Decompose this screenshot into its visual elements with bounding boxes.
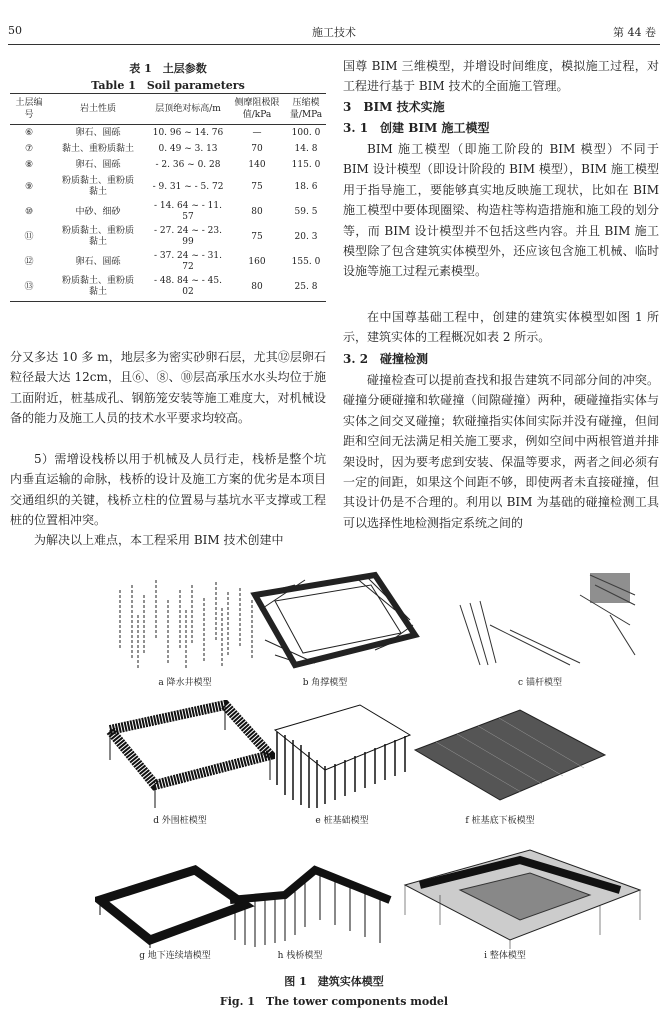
cell-friction: 80 [251, 206, 263, 217]
cell-modulus: 20. 3 [294, 231, 318, 242]
cell-friction: 70 [251, 143, 263, 154]
cell-soil: 黏土、重粉质黏土 [61, 143, 134, 154]
table-row [10, 125, 326, 142]
cell-soil: 卵石、圆砾 [75, 127, 121, 138]
cell-id: ⑦ [24, 143, 34, 154]
cell-id: ⑩ [24, 206, 34, 217]
cell-modulus: 115. 0 [291, 159, 321, 170]
panel-b-corner-brace-image [245, 565, 420, 675]
cell-modulus: 18. 6 [294, 181, 318, 192]
panel-f-base-slab-image [410, 700, 610, 810]
panel-h-label: h 栈桥模型 [277, 951, 323, 961]
cell-elevation: 10. 96 ~ 14. 76 [152, 127, 224, 138]
panel-d-perimeter-pile-image [105, 700, 275, 810]
table-header-row [10, 94, 326, 125]
subsection-heading-3-1: 3. 1 创建 BIM 施工模型 [343, 121, 490, 135]
panel-g-label: g 地下连续墙模型 [139, 951, 211, 961]
cell-id: ⑨ [24, 181, 34, 192]
cell-soil: 粉质黏土、重粉质黏土 [62, 176, 135, 197]
table-row [10, 251, 326, 273]
cell-soil: 卵石、圆砾 [75, 159, 121, 170]
soil-parameters-table [10, 93, 326, 302]
cell-id: ⑥ [24, 127, 34, 138]
table-row [10, 223, 326, 251]
cell-modulus: 25. 8 [286, 273, 326, 302]
left-paragraph-3: 为解决以上难点，本工程采用 BIM 技术创建中 [34, 533, 284, 547]
cell-elevation: - 48. 84 ~ - 45. 02 [148, 273, 228, 302]
table-row [10, 141, 326, 157]
panel-a-dewatering-wells-image [110, 570, 260, 670]
page-number: 50 [8, 24, 22, 37]
col-header-id: 土层编号 [10, 94, 48, 125]
cell-friction: 140 [248, 159, 266, 170]
right-paragraph-2: 在中国尊基础工程中，创建的建筑实体模型如图 1 所示，建筑实体的工程概况如表 2 所示。 [343, 310, 659, 345]
volume-number: 第 44 卷 [613, 26, 656, 39]
cell-friction: 75 [251, 231, 263, 242]
cell-friction: 80 [228, 273, 286, 302]
left-paragraph-2: 5）需增设栈桥以用于机械及人员行走，栈桥是整个坑内垂直运输的命脉，栈桥的设计及施工方案的优劣是本项目交通组织的关键，栈桥立柱的位置易与基坑水平支撑或工程桩的位置相冲突。 [10, 452, 326, 528]
table-title-cn: 表 1 土层参数 [129, 62, 207, 75]
cell-elevation: - 2. 36 ~ 0. 28 [155, 159, 221, 170]
col-header-soil: 岩土性质 [48, 94, 148, 125]
panel-b-label: b 角撑模型 [302, 678, 348, 688]
right-paragraph-3: 碰撞检查可以提前查找和报告建筑不同部分间的冲突。碰撞分硬碰撞和软碰撞（间隙碰撞）两种，硬碰撞指实体与实体之间交叉碰撞；软碰撞指实体间实际并没有碰撞，但间距和空间无法满足相关施工要求，例如空间中两根管道并排架设时，因为要考虑到安装、保温等要求，两者之间必须有一定的间距，如果这个间距不够，即使两者未直接碰撞，但其设计仍是不合理的。利用以 BIM 为基础的碰撞检测工具可以选择性地检测指定系统之间的 [343, 373, 659, 530]
panel-c-anchor-rod-image [450, 565, 640, 675]
figure-caption-cn: 图 1 建筑实体模型 [284, 975, 384, 988]
cell-modulus: 59. 5 [294, 206, 318, 217]
col-header-modulus: 压缩模量/MPa [286, 94, 326, 125]
table-row [10, 201, 326, 223]
cell-friction: 75 [251, 181, 263, 192]
cell-soil: 卵石、圆砾 [75, 256, 121, 267]
cell-elevation: 0. 49 ~ 3. 13 [158, 143, 218, 154]
cell-modulus: 100. 0 [291, 127, 321, 138]
right-paragraph-0: 国尊 BIM 三维模型，并增设时间维度，模拟施工过程，对工程进行基于 BIM 技术的全面施工管理。 [343, 59, 659, 94]
journal-title: 施工技术 [312, 26, 356, 39]
right-paragraph-1: BIM 施工模型（即施工阶段的 BIM 模型）不同于 BIM 设计模型（即设计阶段的 BIM 模型），BIM 施工模型用于指导施工，要能够真实地反映施工现状，比如在 BIM 施工模型中要体现圈梁、构造柱等构造措施和施工段的划分等，而 BIM 设计模型并不包括这些内容。并且 BIM 施工模型除了包含建筑实体模型外，还应该包含施工机械、临时设施等施工过程元素模型。 [343, 142, 659, 279]
subsection-heading-3-2: 3. 2 碰撞检测 [343, 352, 429, 366]
cell-soil: 粉质黏土、重粉质黏土 [48, 273, 148, 302]
panel-e-pile-foundation-image [265, 700, 415, 810]
panel-i-overall-model-image [400, 845, 645, 950]
panel-f-label: f 桩基底下板模型 [465, 816, 535, 826]
cell-soil: 中砂、细砂 [75, 206, 121, 217]
panel-i-label: i 整体模型 [484, 951, 526, 961]
panel-h-trestle-bridge-image [225, 855, 395, 950]
panel-d-label: d 外围桩模型 [153, 816, 207, 826]
cell-elevation: - 9. 31 ~ - 5. 72 [152, 181, 224, 192]
cell-id: ⑫ [24, 256, 34, 267]
table-title-en: Table 1 Soil parameters [91, 79, 245, 92]
cell-elevation: - 27. 24 ~ - 23. 99 [153, 226, 222, 247]
panel-a-label: a 降水井模型 [158, 678, 212, 688]
figure-caption-en: Fig. 1 The tower components model [219, 995, 449, 1008]
panel-e-label: e 桩基础模型 [315, 816, 369, 826]
table-row [10, 273, 326, 302]
section-heading-3: 3 BIM 技术实施 [343, 100, 445, 114]
cell-modulus: 14. 8 [294, 143, 318, 154]
header-rule [8, 44, 660, 45]
cell-friction: 160 [248, 256, 266, 267]
col-header-elevation: 层顶绝对标高/m [148, 94, 228, 125]
col-header-friction: 侧摩阻极限值/kPa [228, 94, 286, 125]
panel-c-label: c 锚杆模型 [518, 678, 562, 688]
left-paragraph-1: 分又多达 10 多 m，地层多为密实砂卵石层，尤其⑫层卵石粒径最大达 12cm，且⑥、⑧、⑩层高承压水水头均位于施工面附近，桩基成孔、钢筋笼安装等施工难度大，对机械设备的能力及施工人员的技术水平要求均较高。 [10, 350, 326, 426]
cell-soil: 粉质黏土、重粉质黏土 [62, 226, 135, 247]
cell-id: ⑧ [24, 159, 34, 170]
cell-id: ⑬ [10, 273, 48, 302]
cell-elevation: - 37. 24 ~ - 31. 72 [153, 251, 222, 272]
cell-friction: — [252, 127, 262, 138]
cell-elevation: - 14. 64 ~ - 11. 57 [153, 201, 222, 222]
cell-modulus: 155. 0 [291, 256, 321, 267]
cell-id: ⑪ [24, 231, 34, 242]
table-row [10, 173, 326, 201]
table-row [10, 157, 326, 173]
